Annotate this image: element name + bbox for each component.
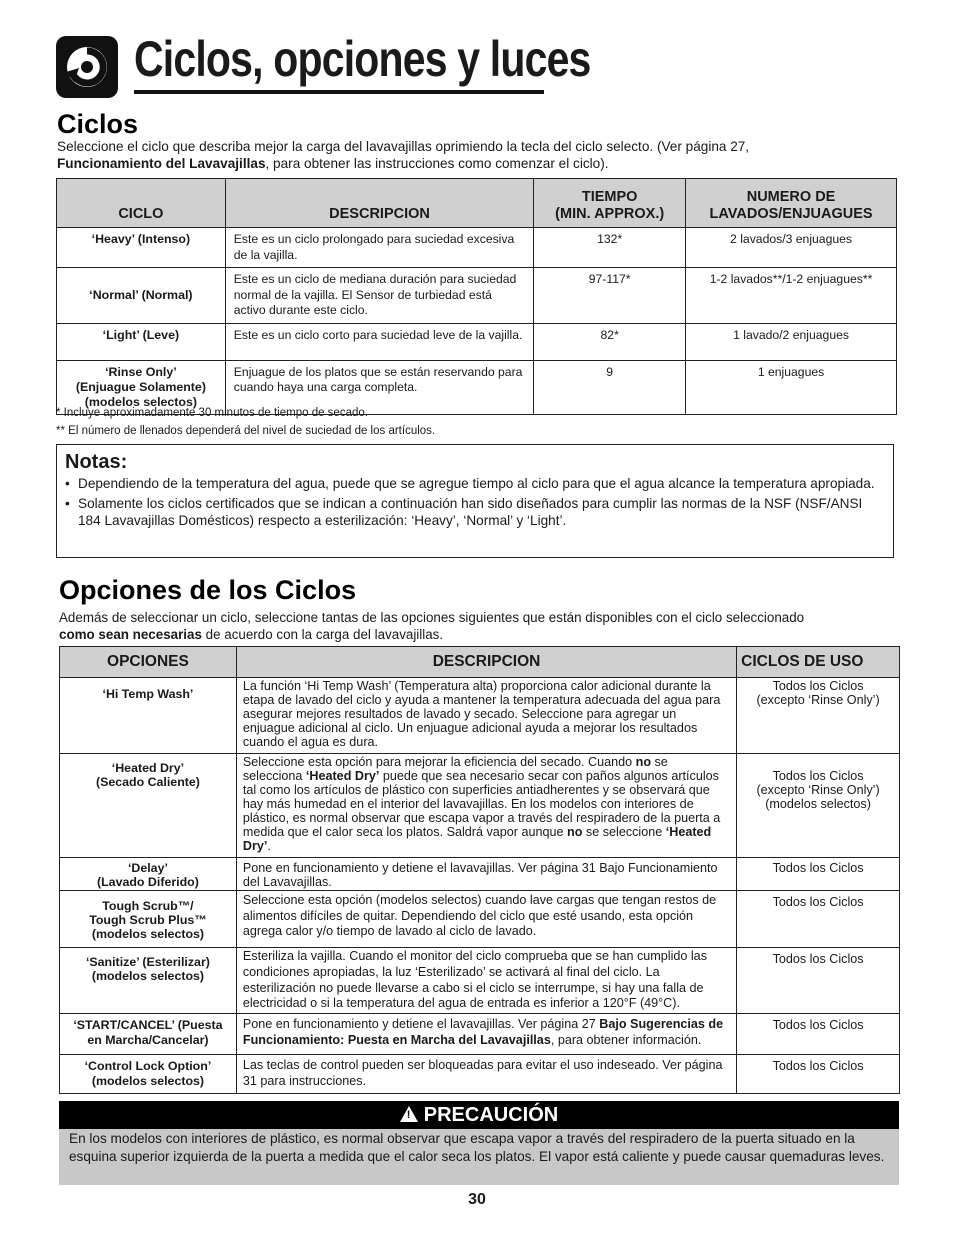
- option-description: Las teclas de control pueden ser bloqueadas para evitar el uso indeseado. Ver página 31 para instrucciones.: [236, 1055, 736, 1094]
- table-row: [60, 1055, 900, 1094]
- footnote-drying: * Incluye aproximadamente 30 minutos de tiempo de secado.: [56, 407, 368, 419]
- caution-box: [59, 1101, 899, 1185]
- list-item: • Solamente los ciclos certificados que se indican a continuación han sido diseñados para cumplir las normas de la NSF (NSF/ANSI 184 Lavavajillas Domésticos) respecto a esterilización: ‘Heavy’, ‘Normal’ y ‘Light’.: [65, 495, 880, 530]
- cycle-washes: 1 enjuagues: [686, 360, 897, 414]
- option-description: Pone en funcionamiento y detiene el lavavajillas. Ver página 31 Bajo Funcionamiento del Lavavajillas.: [236, 858, 736, 891]
- cycle-description: Este es un ciclo de mediana duración para suciedad normal de la vajilla. El Sensor de turbiedad está activo durante este ciclo.: [225, 268, 533, 324]
- option-name: ‘Hi Temp Wash’: [60, 678, 237, 754]
- cycles-table: [56, 178, 897, 415]
- option-name: ‘Heated Dry’ (Secado Caliente): [60, 754, 237, 858]
- cycle-time: 97-117*: [534, 268, 686, 324]
- notes-box: [56, 444, 894, 558]
- table-row: [60, 754, 900, 858]
- footnote-fills: ** El número de llenados dependerá del nivel de suciedad de los artículos.: [56, 425, 436, 437]
- table-row: [57, 323, 897, 360]
- cycle-time: 82*: [534, 323, 686, 360]
- option-name: ‘Control Lock Option’ (modelos selectos): [60, 1055, 237, 1094]
- cycle-washes: 1-2 lavados**/1-2 enjuagues**: [686, 268, 897, 324]
- list-item: • Dependiendo de la temperatura del agua, puede que se agregue tiempo al ciclo para que el agua alcance la temperatura apropiada.: [65, 475, 880, 493]
- page-title: Ciclos, opciones y luces: [134, 31, 591, 87]
- option-cycles: Todos los Ciclos: [737, 858, 900, 891]
- option-description: Seleccione esta opción para mejorar la eficiencia del secado. Cuando no se selecciona ‘Heated Dry’ puede que sea necesario secar con paños algunos artículos tal como los artículos de plástico con superficies antiadherentes y se observará que hay más humedad en el interior del lavavajillas. En los modelos con interiores de plástico, es normal observar que escapa vapor a través del respiradero de la puerta a medida que el calor seca los platos. Saldrá vapor aunque no se seleccione ‘Heated Dry’.: [236, 754, 736, 858]
- option-name: ‘START/CANCEL’ (Puesta en Marcha/Cancelar): [60, 1014, 237, 1055]
- table-row: [57, 360, 897, 414]
- ciclos-heading: Ciclos: [57, 109, 139, 139]
- cycle-name: ‘Normal’ (Normal): [57, 268, 226, 324]
- ciclos-intro: Seleccione el ciclo que describa mejor la carga del lavavajillas oprimiendo la tecla del ciclo selecto. (Ver página 27, Funcionamiento del Lavavajillas, para obtener las instrucciones como comenzar el ciclo).: [57, 139, 750, 171]
- opciones-heading: Opciones de los Ciclos: [59, 575, 357, 605]
- option-description: Seleccione esta opción (modelos selectos) cuando lave cargas que tengan restos de alimentos difíciles de quitar. Dependiendo del ciclo que esté usando, esta opción agrega calor y/o tiempo de lavado al ciclo de lavado.: [236, 891, 736, 948]
- title-underline: [134, 90, 544, 94]
- option-cycles: Todos los Ciclos: [737, 1055, 900, 1094]
- page-header: [56, 28, 591, 98]
- cycle-time: 9: [534, 360, 686, 414]
- cycle-description: Enjuague de los platos que se están reservando para cuando haya una carga completa.: [225, 360, 533, 414]
- page-number: 30: [468, 1191, 486, 1208]
- warning-icon: !: [400, 1106, 418, 1122]
- notes-list: [65, 475, 880, 532]
- table-row: [60, 678, 900, 754]
- option-description: La función ‘Hi Temp Wash’ (Temperatura alta) proporciona calor adicional durante la etapa de lavado del ciclo y ayuda a mantener la temperatura adecuada del agua para asegurar mejores resultados de lavado y secado. Seleccione para agregar un enjuague adicional al ciclo. Un enjuague adicional ayuda a mejorar los resultados cuando el agua es dura.: [236, 678, 736, 754]
- option-name: Tough Scrub™/ Tough Scrub Plus™ (modelos selectos): [60, 891, 237, 948]
- cycle-time: 132*: [534, 228, 686, 268]
- option-description: Esteriliza la vajilla. Cuando el monitor del ciclo comprueba que se han cumplido las condiciones apropiadas, la luz ‘Esterilizado’ se activará al final del ciclo. La esterilización no puede llevarse a cabo si el ciclo se interrumpe, si hay una falla de electricidad o si la temperatura del agua de entrada es inferior a 120°F (49°C).: [236, 948, 736, 1014]
- options-table: [59, 646, 900, 1094]
- column-header: DESCRIPCION: [236, 647, 736, 678]
- option-cycles: Todos los Ciclos: [737, 948, 900, 1014]
- column-header: DESCRIPCION: [225, 179, 533, 228]
- option-name: ‘Delay’ (Lavado Diferido): [60, 858, 237, 891]
- cycle-description: Este es un ciclo corto para suciedad leve de la vajilla.: [225, 323, 533, 360]
- opciones-intro: Además de seleccionar un ciclo, seleccione tantas de las opciones siguientes que están disponibles con el ciclo seleccionado como sean necesarias de acuerdo con la carga del lavavajillas.: [59, 610, 805, 642]
- option-cycles: Todos los Ciclos: [737, 891, 900, 948]
- option-name: ‘Sanitize’ (Esterilizar) (modelos selectos): [60, 948, 237, 1014]
- column-header: OPCIONES: [60, 647, 237, 678]
- column-header: TIEMPO (MIN. APPROX.): [534, 179, 686, 228]
- option-cycles: Todos los Ciclos: [737, 1014, 900, 1055]
- column-header: CICLO: [57, 179, 226, 228]
- cycle-description: Este es un ciclo prolongado para suciedad excesiva de la vajilla.: [225, 228, 533, 268]
- caution-header: [59, 1101, 899, 1129]
- option-cycles: Todos los Ciclos (excepto ‘Rinse Only’): [737, 678, 900, 754]
- notes-title: Notas:: [65, 451, 128, 473]
- cycle-arrows-icon: [56, 36, 118, 98]
- table-row: [60, 1014, 900, 1055]
- option-description: Pone en funcionamiento y detiene el lavavajillas. Ver página 27 Bajo Sugerencias de Funcionamiento: Puesta en Marcha del Lavavajillas, para obtener información.: [236, 1014, 736, 1055]
- cycle-name: ‘Rinse Only’ (Enjuague Solamente) (modelos selectos): [57, 360, 226, 414]
- cycle-washes: 2 lavados/3 enjuagues: [686, 228, 897, 268]
- cycle-name: ‘Heavy’ (Intenso): [57, 228, 226, 268]
- cycle-name: ‘Light’ (Leve): [57, 323, 226, 360]
- table-row: [57, 268, 897, 324]
- column-header: NUMERO DE LAVADOS/ENJUAGUES: [686, 179, 897, 228]
- option-cycles: Todos los Ciclos (excepto ‘Rinse Only’) (modelos selectos): [737, 754, 900, 858]
- table-row: [60, 891, 900, 948]
- table-row: [57, 228, 897, 268]
- cycle-washes: 1 lavado/2 enjuagues: [686, 323, 897, 360]
- table-row: [60, 858, 900, 891]
- table-row: [60, 948, 900, 1014]
- column-header: CICLOS DE USO: [737, 647, 900, 678]
- caution-title: PRECAUCIÓN: [423, 1104, 559, 1126]
- caution-text: En los modelos con interiores de plástico, es normal observar que escapa vapor a través del respiradero de la puerta situado en la esquina superior izquierda de la puerta a medida que el calor seca los platos. El vapor está caliente y puede causar quemaduras leves.: [69, 1131, 885, 1164]
